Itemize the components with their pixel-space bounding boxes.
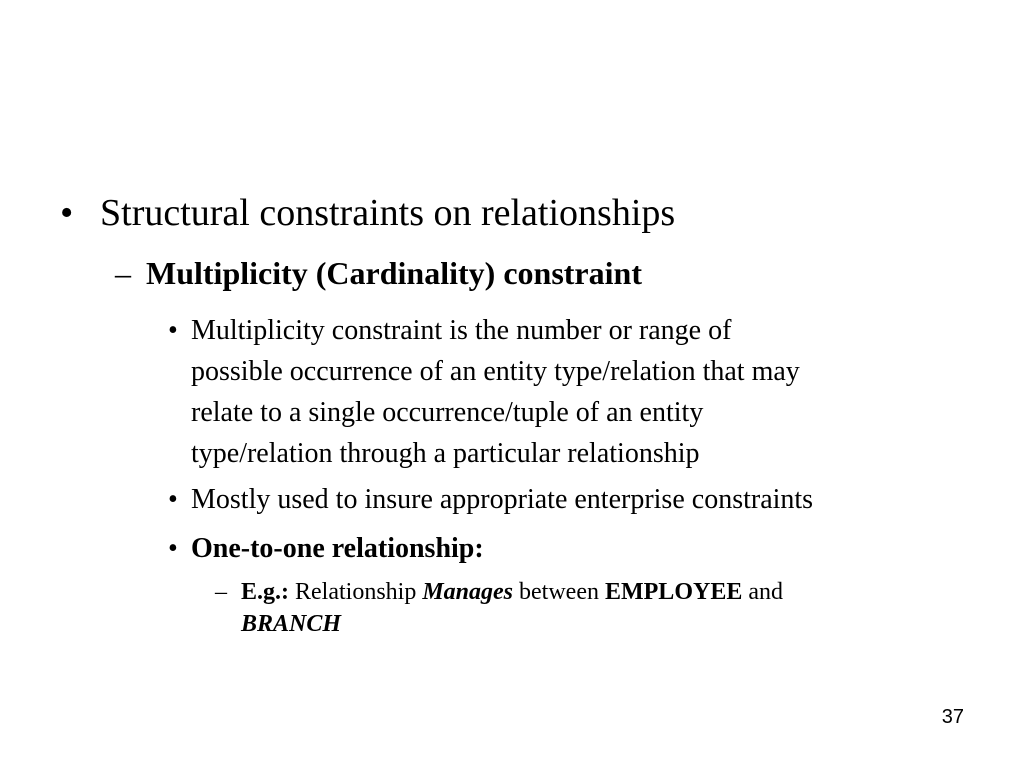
bullet-mark: •: [60, 192, 74, 234]
dash-mark: –: [115, 255, 131, 291]
bullet-1-text: Structural constraints on relationships: [100, 192, 676, 234]
point-1-line: Multiplicity constraint is the number or range of: [191, 315, 732, 346]
point-2-text: Mostly used to insure appropriate enterprise constraints: [191, 484, 814, 515]
bullet-mark: •: [168, 484, 178, 515]
point-1-line: type/relation through a particular relationship: [191, 438, 700, 469]
example-text: [241, 576, 911, 640]
page-number: 37: [941, 706, 964, 728]
point-1-text: [191, 310, 951, 474]
point-3-text: One-to-one relationship:: [191, 533, 484, 564]
dash-mark: –: [215, 579, 227, 605]
sub-heading-text: Multiplicity (Cardinality) constraint: [146, 255, 642, 291]
point-1-line: possible occurrence of an entity type/relation that may: [191, 356, 800, 387]
entity-employee: EMPLOYEE: [604, 579, 743, 605]
entity-branch: BRANCH: [241, 611, 342, 637]
example-lead: E.g.:: [241, 579, 289, 605]
example-text-1: Relationship: [289, 579, 423, 605]
point-1-line: relate to a single occurrence/tuple of an entity: [191, 397, 704, 428]
example-text-2: between: [513, 579, 605, 605]
example-text-3: and: [742, 579, 783, 605]
bullet-mark: •: [168, 533, 178, 564]
bullet-mark: •: [168, 315, 178, 346]
relationship-name: Manages: [422, 579, 514, 605]
